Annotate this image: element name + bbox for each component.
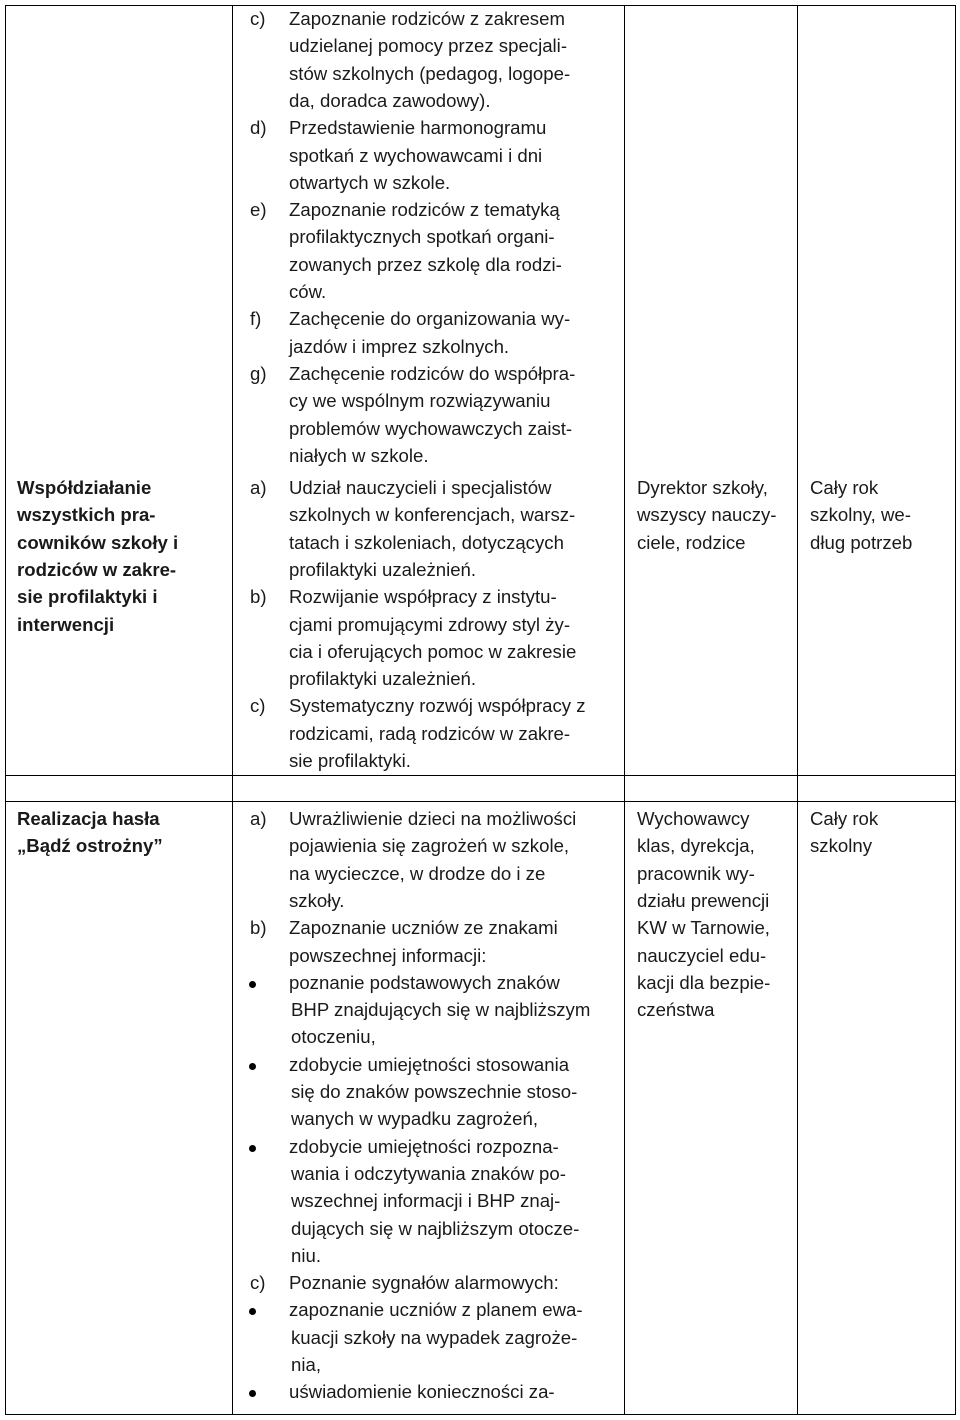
list-item-text: na wycieczce, w drodze do i ze <box>289 862 546 884</box>
term-text: szkolny, we- <box>810 504 911 526</box>
term-text: Cały rok <box>810 477 879 498</box>
list-item-text: Zapoznanie uczniów ze znakami <box>289 917 558 939</box>
area-title: „Bądź ostrożny” <box>17 835 163 857</box>
list-item-text: uświadomienie konieczności za- <box>289 1381 555 1403</box>
list-marker: c) <box>250 8 266 29</box>
list-marker: c) <box>250 1272 266 1294</box>
responsible-text: pracownik wy- <box>637 862 755 884</box>
responsible-text: kacji dla bezpie- <box>637 971 771 993</box>
area-title: Realizacja hasła <box>17 808 160 829</box>
list-item-text: nia, <box>291 1354 321 1375</box>
list-item-text: ców. <box>289 281 327 302</box>
responsible-text: działu prewencji <box>637 889 770 911</box>
list-item-text: Przedstawienie harmonogramu <box>289 117 547 139</box>
list-item-text: zdobycie umiejętności rozpozna- <box>289 1135 559 1157</box>
list-item-text: Systematyczny rozwój współpracy z <box>289 695 586 717</box>
list-item-text: się do znaków powszechnie stoso- <box>291 1081 578 1102</box>
list-item-text: spotkań z wychowawcami i dni <box>289 144 543 166</box>
list-item-text: rodzicami, radą rodziców w zakre- <box>289 722 571 744</box>
list-item-text: tatach i szkoleniach, dotyczących <box>289 531 564 553</box>
table-left-border <box>5 5 6 1415</box>
list-item-text: stów szkolnych (pedagog, logope- <box>289 62 571 84</box>
list-item-text: BHP znajdujących się w najbliższym <box>291 999 591 1021</box>
area-title: sie profilaktyki i <box>17 586 158 608</box>
list-item-text: kuacji szkoły na wypadek zagroże- <box>291 1326 578 1348</box>
bullet-icon <box>249 1308 256 1315</box>
list-marker: a) <box>250 808 267 829</box>
list-marker: g) <box>250 362 267 384</box>
column-divider-1 <box>232 5 233 1415</box>
responsible-text: ciele, rodzice <box>637 531 746 553</box>
responsible-text: wszyscy nauczy- <box>637 504 777 526</box>
responsible-text: Wychowawcy <box>637 808 750 829</box>
list-item-text: wania i odczytywania znaków po- <box>291 1162 566 1184</box>
list-marker: f) <box>250 308 262 330</box>
area-title: interwencji <box>17 613 115 635</box>
row-divider-1 <box>5 775 956 776</box>
table-right-border <box>955 5 956 1415</box>
list-item-text: profilaktycznych spotkań organi- <box>289 226 555 248</box>
column-divider-3 <box>797 5 798 1415</box>
bullet-icon <box>249 1145 256 1152</box>
list-item-text: cy we wspólnym rozwiązywaniu <box>289 390 551 412</box>
bullet-icon <box>249 981 256 988</box>
bullet-icon <box>249 1390 256 1397</box>
area-title: cowników szkoły i <box>17 531 179 553</box>
list-item-text: wszechnej informacji i BHP znaj- <box>291 1190 561 1212</box>
list-item-text: powszechnej informacji: <box>289 944 487 966</box>
list-item-text: cia i oferujących pomoc w zakresie <box>289 640 577 662</box>
list-item-text: pojawienia się zagrożeń w szkole, <box>289 835 570 857</box>
list-item-text: profilaktyki uzależnień. <box>289 668 477 690</box>
responsible-text: Dyrektor szkoły, <box>637 477 768 498</box>
list-item-text: cjami promującymi zdrowy styl ży- <box>289 613 571 635</box>
responsible-text: nauczyciel edu- <box>637 944 767 966</box>
list-item-text: poznanie podstawowych znaków <box>289 971 560 993</box>
area-title: rodziców w zakre- <box>17 558 177 580</box>
list-item-text: jazdów i imprez szkolnych. <box>289 335 510 357</box>
list-item-text: zdobycie umiejętności stosowania <box>289 1053 570 1075</box>
list-marker: b) <box>250 586 267 608</box>
list-item-text: szkolnych w konferencjach, warsz- <box>289 504 576 526</box>
list-item-text: wanych w wypadku zagrożeń, <box>291 1108 539 1130</box>
list-item-text: sie profilaktyki. <box>289 750 411 771</box>
list-item-text: profilaktyki uzależnień. <box>289 558 477 580</box>
list-item-text: Poznanie sygnałów alarmowych: <box>289 1272 559 1294</box>
list-item-text: dujących się w najbliższym otocze- <box>291 1217 580 1239</box>
list-marker: c) <box>250 695 266 717</box>
column-divider-2 <box>624 5 625 1415</box>
responsible-text: czeństwa <box>637 999 715 1021</box>
term-text: szkolny <box>810 835 873 857</box>
list-marker: b) <box>250 917 267 939</box>
list-item-text: zowanych przez szkolę dla rodzi- <box>289 253 562 275</box>
list-item-text: problemów wychowawczych zaist- <box>289 417 573 439</box>
list-item-text: otoczeniu, <box>291 1026 376 1048</box>
list-marker: a) <box>250 477 267 498</box>
list-item-text: Rozwijanie współpracy z instytu- <box>289 586 557 608</box>
list-item-text: niałych w szkole. <box>289 444 429 466</box>
list-item-text: Zachęcenie rodziców do współpra- <box>289 362 576 384</box>
list-item-text: zapoznanie uczniów z planem ewa- <box>289 1299 583 1321</box>
bullet-icon <box>249 1063 256 1070</box>
list-item-text: otwartych w szkole. <box>289 171 451 193</box>
list-item-text: niu. <box>291 1244 321 1266</box>
term-text: Cały rok <box>810 808 879 829</box>
area-title: Współdziałanie <box>17 477 152 498</box>
table-top-border <box>5 5 956 6</box>
list-item-text: Zapoznanie rodziców z zakresem <box>289 8 565 29</box>
list-item-text: da, doradca zawodowy). <box>289 89 491 111</box>
list-item-text: udzielanej pomocy przez specjali- <box>289 35 568 57</box>
list-item-text: Uwrażliwienie dzieci na możliwości <box>289 808 577 829</box>
list-marker: e) <box>250 199 267 221</box>
list-marker: d) <box>250 117 267 139</box>
term-text: dług potrzeb <box>810 531 913 553</box>
table-bottom-border <box>5 1414 956 1415</box>
list-item-text: szkoły. <box>289 889 345 911</box>
area-title: wszystkich pra- <box>17 504 156 526</box>
responsible-text: KW w Tarnowie, <box>637 917 770 939</box>
list-item-text: Zapoznanie rodziców z tematyką <box>289 199 560 221</box>
responsible-text: klas, dyrekcja, <box>637 835 755 857</box>
row-divider-2 <box>5 801 956 802</box>
list-item-text: Zachęcenie do organizowania wy- <box>289 308 571 330</box>
list-item-text: Udział nauczycieli i specjalistów <box>289 477 552 498</box>
